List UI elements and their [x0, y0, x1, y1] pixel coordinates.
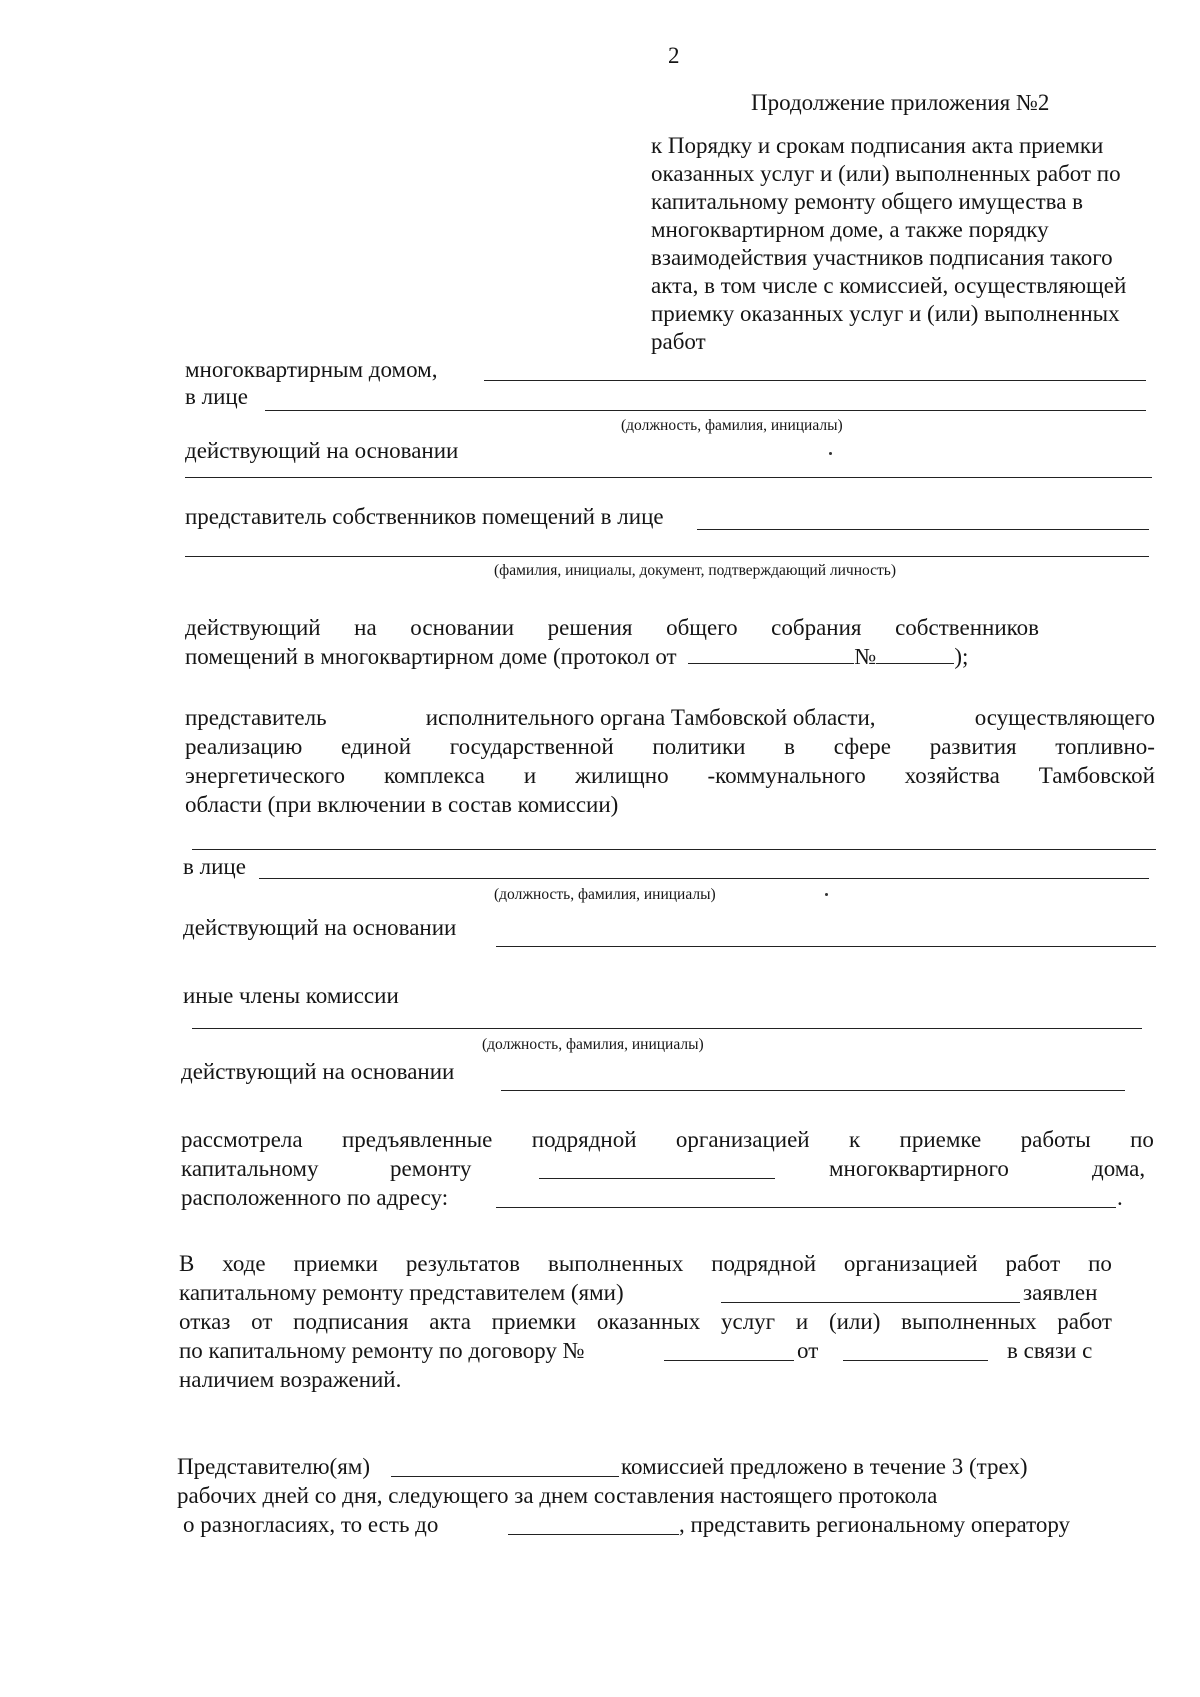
appendix-ref-line: многоквартирном доме, а также порядку	[651, 217, 1049, 242]
deadline-date-field[interactable]	[508, 1534, 679, 1535]
word: реализацию	[185, 734, 303, 759]
repair-type-field[interactable]	[539, 1178, 775, 1179]
text-due-to: в связи с	[1007, 1338, 1093, 1363]
text-represented-by: в лице	[183, 854, 246, 879]
contract-date-field[interactable]	[843, 1360, 988, 1361]
text-acting-basis: действующий на основании	[183, 915, 457, 940]
caption-position-name: (должность, фамилия, инициалы)	[494, 886, 716, 903]
text-reviewed-line	[181, 1126, 1154, 1154]
appendix-ref-line: оказанных услуг и (или) выполненных работ по	[651, 161, 1121, 186]
word: хозяйства	[904, 763, 1000, 788]
speck	[829, 452, 832, 455]
blank-line[interactable]	[697, 529, 1149, 530]
protocol-number-field[interactable]	[876, 643, 954, 664]
text-executive-body-line	[185, 733, 1155, 761]
word: и	[795, 1309, 809, 1334]
word: политики	[652, 734, 746, 759]
caption-name-document: (фамилия, инициалы, документ, подтверждающий личность)	[494, 562, 897, 579]
word: организацией	[675, 1127, 810, 1152]
text-contract: по капитальному ремонту по договору №	[179, 1338, 585, 1363]
text-address-label: расположенного по адресу:	[181, 1185, 449, 1210]
word: -коммунального	[707, 763, 866, 788]
word: работ	[1057, 1309, 1112, 1334]
text-capital-repair: капитальному	[181, 1156, 319, 1181]
word: исполнительного органа Тамбовской области,	[425, 705, 876, 730]
word: по	[1130, 1127, 1154, 1152]
representative-name-field[interactable]	[391, 1476, 619, 1477]
word: решения	[547, 615, 633, 640]
word: организацией	[843, 1251, 978, 1276]
text-representatives: капитальному ремонту представителем (ями)	[179, 1280, 624, 1305]
word: подрядной	[531, 1127, 637, 1152]
blank-line[interactable]	[185, 477, 1152, 478]
text-apartment-building-gen: многоквартирного	[829, 1156, 1009, 1181]
text-period: .	[1117, 1185, 1123, 1210]
blank-line[interactable]	[192, 1028, 1142, 1029]
blank-line[interactable]	[185, 556, 1149, 557]
blank-line[interactable]	[259, 878, 1149, 879]
address-field[interactable]	[496, 1207, 1116, 1208]
word: ходе	[222, 1251, 266, 1276]
text-commission-inclusion: области (при включении в состав комиссии)	[185, 792, 619, 817]
word: услуг	[720, 1309, 776, 1334]
number-sign: №	[854, 644, 877, 669]
page-number: 2	[668, 43, 680, 68]
word: подписания	[293, 1309, 409, 1334]
caption-position-name: (должность, фамилия, инициалы)	[482, 1036, 704, 1053]
text-acceptance-line	[179, 1250, 1112, 1278]
text-to-representative: Представителю(ям)	[177, 1454, 371, 1479]
blank-line[interactable]	[265, 410, 1146, 411]
appendix-title: Продолжение приложения №2	[751, 90, 1050, 115]
text-protocol-line	[185, 643, 968, 671]
text-disagreements: о разногласиях, то есть до	[183, 1512, 439, 1537]
blank-line[interactable]	[192, 849, 1156, 850]
appendix-ref-line: взаимодействия участников подписания такого	[651, 245, 1113, 270]
blank-line[interactable]	[496, 946, 1156, 947]
word: в	[784, 734, 796, 759]
word: приемки	[491, 1309, 577, 1334]
appendix-ref-line: приемку оказанных услуг и (или) выполненных	[651, 301, 1120, 326]
representative-field[interactable]	[721, 1302, 1020, 1303]
word: предъявленные	[341, 1127, 493, 1152]
word: действующий	[185, 615, 321, 640]
word: акта	[429, 1309, 471, 1334]
text-other-members: иные члены комиссии	[183, 983, 399, 1008]
text-objections: наличием возражений.	[179, 1367, 402, 1392]
text-acting-decision-line	[185, 614, 1039, 642]
word: приемки	[293, 1251, 378, 1276]
word: работы	[1020, 1127, 1091, 1152]
word: собственников	[895, 615, 1039, 640]
word: единой	[340, 734, 412, 759]
text-refusal-line	[179, 1308, 1112, 1336]
word: отказ	[179, 1309, 231, 1334]
word: от	[251, 1309, 273, 1334]
text-acting-basis: действующий на основании	[185, 438, 459, 463]
protocol-text: помещений в многоквартирном доме (протокол от	[185, 644, 677, 669]
contract-number-field[interactable]	[664, 1360, 794, 1361]
text-represented-by: в лице	[185, 384, 248, 409]
word: осуществляющего	[974, 705, 1155, 730]
blank-line[interactable]	[484, 380, 1146, 381]
word: топливно-	[1055, 734, 1155, 759]
word: и	[523, 763, 537, 788]
word: собрания	[771, 615, 862, 640]
word: общего	[666, 615, 738, 640]
word: рассмотрела	[181, 1127, 303, 1152]
text-declared: заявлен	[1023, 1280, 1098, 1305]
appendix-ref-line: капитальному ремонту общего имущества в	[651, 189, 1084, 214]
word: энергетического	[185, 763, 346, 788]
speck	[825, 893, 828, 896]
text-house: дома,	[1092, 1156, 1146, 1181]
word: работ	[1005, 1251, 1061, 1276]
word: жилищно	[575, 763, 669, 788]
word: приемке	[899, 1127, 982, 1152]
appendix-ref-line: работ	[651, 329, 706, 354]
word: представитель	[185, 705, 327, 730]
word: подрядной	[711, 1251, 816, 1276]
text-commission-proposed: комиссией предложено в течение 3 (трех)	[621, 1454, 1028, 1479]
text-executive-body-line	[185, 762, 1155, 790]
word: Тамбовской	[1038, 763, 1155, 788]
word: сфере	[833, 734, 892, 759]
word: государственной	[449, 734, 614, 759]
word: комплекса	[383, 763, 485, 788]
text-submit-operator: , представить региональному оператору	[679, 1512, 1071, 1537]
word: выполненных	[901, 1309, 1037, 1334]
closing-text: );	[954, 644, 969, 669]
protocol-date-field[interactable]	[688, 643, 854, 664]
word: выполненных	[547, 1251, 684, 1276]
word: по	[1088, 1251, 1112, 1276]
text-working-days: рабочих дней со дня, следующего за днем составления настоящего протокола	[177, 1483, 938, 1508]
text-repair: ремонту	[390, 1156, 472, 1181]
word: основании	[410, 615, 515, 640]
word: к	[848, 1127, 861, 1152]
appendix-ref-line: акта, в том числе с комиссией, осуществляющей	[651, 273, 1127, 298]
text-executive-body-line	[185, 704, 1155, 732]
blank-line[interactable]	[501, 1090, 1125, 1091]
text-acting-basis: действующий на основании	[181, 1059, 455, 1084]
text-apartment-building: многоквартирным домом,	[185, 357, 438, 382]
word: на	[354, 615, 377, 640]
word: развития	[929, 734, 1017, 759]
text-owners-representative: представитель собственников помещений в лице	[185, 504, 664, 529]
word: (или)	[828, 1309, 881, 1334]
word: результатов	[405, 1251, 521, 1276]
appendix-ref-line: к Порядку и срокам подписания акта приемки	[651, 133, 1104, 158]
caption-position-name: (должность, фамилия, инициалы)	[621, 417, 843, 434]
word: оказанных	[596, 1309, 701, 1334]
text-from: от	[797, 1338, 819, 1363]
word: В	[179, 1251, 195, 1276]
